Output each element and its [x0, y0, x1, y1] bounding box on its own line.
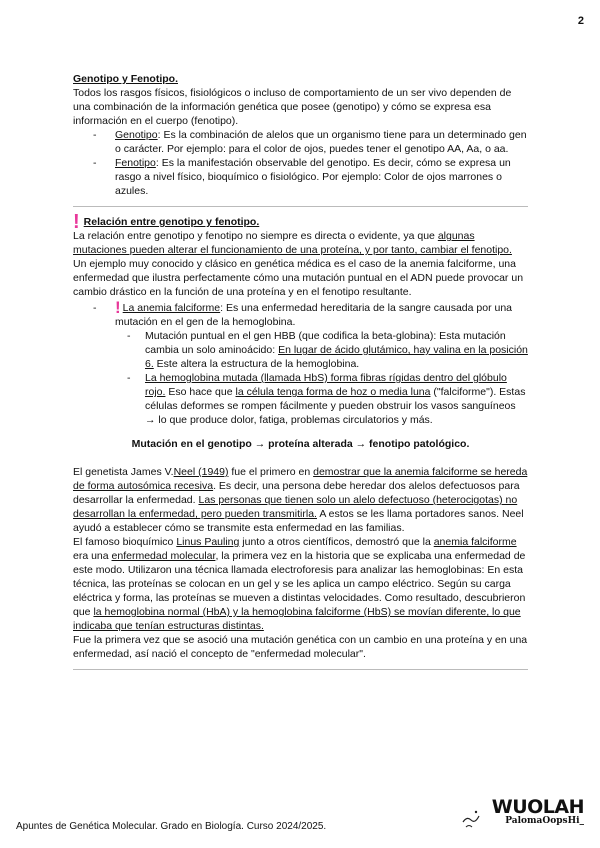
term-fenotipo: Fenotipo [115, 157, 156, 169]
exclamation-icon: ! [73, 211, 80, 233]
divider [73, 669, 528, 670]
sublist-item-mutacion [145, 329, 528, 371]
underlined-text: demostrar que la anemia falciforme se hereda de forma autosómica recesiva [73, 466, 528, 492]
text-run: La relación entre genotipo y fenotipo no siempre es directa o evidente, ya que [73, 230, 438, 242]
text-run: fue el primero en [228, 466, 314, 478]
text-run: ("falciforme"). Estas células deformes se rompen fácilmente y pueden obstruir los vasos sanguíneos → lo que produce dolor, fatiga, problemas circulatorios y más. [145, 386, 526, 426]
list-item-anemia [107, 298, 528, 329]
definition-text: : Es la combinación de alelos que un organismo tiene para un determinado gen o carácter. Por ejemplo: para el color de ojos, puedes tener el genotipo AA, Aa, o aa. [115, 129, 527, 155]
underlined-text: la hemoglobina normal (HbA) y la hemoglobina falciforme (HbS) se movían diferente, lo que indicaba que tenían estructuras distintas. [73, 606, 521, 632]
text-run: El genetista James V. [73, 466, 174, 478]
section-heading-genotipo: Genotipo y Fenotipo. [73, 73, 178, 85]
underlined-text: La hemoglobina mutada (llamada HbS) forma fibras rígidas dentro del glóbulo rojo. [145, 372, 507, 398]
brand-logo: WUOLAH [491, 796, 584, 818]
underlined-text: enfermedad molecular [111, 550, 216, 562]
pauling-paragraph [73, 535, 528, 633]
underlined-text: En lugar de ácido glutámico, hay valina en la posición 6. [145, 344, 528, 370]
underlined-text: la célula tenga forma de hoz o media luna [235, 386, 431, 398]
summary-line: Mutación en el genotipo → proteína alterada → fenotipo patológico. [131, 438, 470, 450]
text-run: era una [73, 550, 112, 562]
anemia-list [73, 298, 528, 329]
underlined-text: algunas mutaciones pueden alterar el funcionamiento de una proteína, y por tanto, cambiar el fenotipo. [73, 230, 512, 256]
term-genotipo: Genotipo [115, 129, 158, 141]
section-heading-relacion: Relación entre genotipo y fenotipo. [83, 216, 260, 228]
text-run: A estos se les llama portadores sanos. Neel ayudó a establecer cómo se transmite esta enfermedad en las familias. [73, 508, 524, 534]
definition-text: : Es una enfermedad hereditaria de la sangre causada por una mutación en el gen de la hemoglobina. [115, 302, 513, 328]
document-body [73, 72, 528, 678]
anemia-sublist [73, 329, 528, 427]
text-run: , la primera vez en la historia que se explicaba una enfermedad de este modo. Utilizaron una técnica llamada electroforesis para analizar las hemoglobinas: En esta técnica, las proteínas se colocan en un gel y se les aplica un campo eléctrico. Según su carga eléctrica y forma, las proteínas se mueven a distintas velocidades. Como resultado, descubrieron que [73, 550, 526, 618]
neel-paragraph [73, 465, 528, 535]
underlined-text: Linus Pauling [176, 536, 240, 548]
term-anemia: La anemia falciforme [122, 302, 221, 314]
underlined-text: anemia falciforme [433, 536, 517, 548]
underlined-text: Neel (1949) [173, 466, 229, 478]
footer-text: Apuntes de Genética Molecular. Grado en Biología. Curso 2024/2025. [16, 821, 327, 832]
relacion-paragraph [73, 229, 528, 257]
conclusion-paragraph: Fue la primera vez que se asoció una mutación genética con un cambio en una proteína y en una enfermedad, así nació el concepto de "enfermedad molecular". [73, 634, 528, 660]
page-number: 2 [577, 15, 584, 27]
text-run: El famoso bioquímico [73, 536, 177, 548]
brand-username: PalomaOopsHi_ [505, 816, 584, 826]
text-run: Mutación puntual en el gen HBB (que codifica la beta-globina): Esta mutación cambia un solo aminoácido: [145, 330, 506, 356]
underlined-text: Las personas que tienen solo un alelo defectuoso (heterocigotas) no desarrollan la enfermedad, pero pueden transmitirla. [73, 494, 518, 520]
text-run: Eso hace que [165, 386, 236, 398]
definition-list [73, 128, 528, 198]
doodle-icon [460, 808, 482, 830]
text-run: . Es decir, una persona debe heredar dos alelos defectuosos para desarrollar la enfermedad. [73, 480, 520, 506]
brand-block [491, 796, 584, 828]
text-run: junto a otros científicos, demostró que la [239, 536, 434, 548]
exclamation-icon: ! [115, 298, 121, 317]
example-paragraph: Un ejemplo muy conocido y clásico en genética médica es el caso de la anemia falciforme, una enfermedad que ilustra perfectamente cómo una mutación puntual en el ADN puede provocar un cambio drástico en la función de una proteína y en el fenotipo resultante. [73, 258, 524, 298]
list-item-genotipo [107, 128, 528, 156]
section-heading-relacion-row [73, 211, 528, 233]
list-item-fenotipo [107, 156, 528, 198]
sublist-item-hemoglobina [145, 371, 528, 427]
definition-text: : Es la manifestación observable del genotipo. Es decir, cómo se expresa un rasgo a nivel físico, bioquímico o fisiológico. Por ejemplo: Color de ojos marrones o azules. [115, 157, 511, 197]
text-run: Este altera la estructura de la hemoglobina. [153, 358, 360, 370]
divider [73, 206, 528, 207]
intro-paragraph: Todos los rasgos físicos, fisiológicos o incluso de comportamiento de un ser vivo dependen de una combinación de la información genética que posee (genotipo) y cómo se expresa esa información en el cuerpo (fenotipo). [73, 87, 512, 127]
